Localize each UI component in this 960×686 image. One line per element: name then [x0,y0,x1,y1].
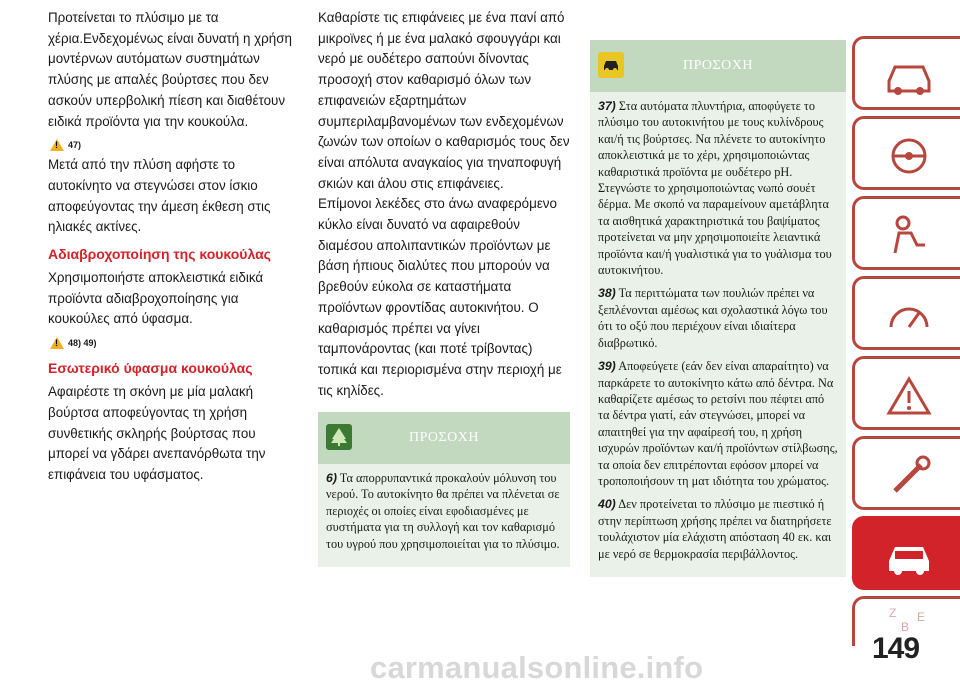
warning-icon [881,373,937,419]
person-icon [881,213,937,259]
paragraph-waterproofing: Χρησιμοποιήστε αποκλειστικά ειδικά προϊόντα αδιαβροχοποίησης για κουκούλες από ύφασμα. [48,270,264,327]
reference-47 [50,136,300,154]
note-number: 6) [326,471,337,485]
svg-text:E: E [917,610,926,624]
chapter-tab-emergency[interactable] [852,356,960,430]
warning-note-39 [598,358,838,489]
paragraph-stubborn-stains: Επίμονοι λεκέδες στο άνω αναφερόμενο κύκλο είναι δυνατό να αφαιρεθούν διαμέσου απολιπαντικών προϊόντων με βάση ήπιους διαλύτες που μπορούν να βρεθούν εύκολα σε καταστήματα προϊόντων φροντίδας αυτοκινήτου. Ο καθαρισμός πρέπει να γίνει ταμπονάροντας (και ποτέ τρίβοντας) τοπικά και περιορισμένα στην περιοχή με τις κηλίδες. [318,196,562,398]
gauge-icon [881,293,937,339]
reference-number: 47) [68,140,82,151]
note-number: 40) [598,497,616,512]
paragraph-inner-fabric: Αφαιρέστε τη σκόνη με μία μαλακή βούρτσα αποφεύγοντας τη χρήση συνθετικής σκληρής βούρτσας που μπορεί να γδάρει ανεπανόρθωτα την επιφάνεια του υφάσματος. [48,384,266,482]
paragraph-surface-cleaning: Καθαρίστε τις επιφάνειες με ένα πανί από μικροϊνες ή με ένα μαλακό σφουγγάρι και νερό με ουδέτερο σαπούνι δίνοντας προσοχή στον καθαρισμό όλων των επιφανειών εξαρτημάτων συμπεριλαμβανομένων των ενδεχομένων ζωνών των οποίων ο καθαρισμός τους δεν είναι απόλυτα αναγκαίος για τηναποφυγή σκιών και άλου στις επιφάνειες. [318,10,570,191]
warning-box-title: ΠΡΟΣΟΧΗ [409,430,479,445]
paragraph-hand-wash: Προτείνεται το πλύσιμο με τα χέρια.Ενδεχομένως είναι δυνατή η χρήση μοντέρνων αυτόματων συστημάτων πλύσης με απαλές βούρτσες που δεν ασκούν υπερβολική πίεση και διαθέτουν ειδικά προϊόντα για την κουκούλα. [48,10,292,129]
chapter-tab-controls[interactable] [852,116,960,190]
svg-text:B: B [901,620,910,634]
heading-inner-fabric: Εσωτερικό ύφασμα κουκούλας [48,360,253,377]
svg-text:Z: Z [889,606,897,620]
paragraph-drying: Μετά από την πλύση αφήστε το αυτοκίνητο να στεγνώσει στον ίσκιο αποφεύγοντας την άμεση έκθεση στις ηλιακές ακτίνες. [48,157,271,235]
note-number: 39) [598,359,616,374]
chapter-tab-car[interactable] [852,36,960,110]
reference-number: 48) 49) [68,338,97,349]
note-number: 37) [598,99,616,113]
warning-box-body [590,92,846,577]
warning-note-40 [598,496,838,562]
column-right [590,40,846,577]
column-left [48,8,300,486]
warning-box-environment [318,412,570,567]
warning-note-37 [598,98,838,278]
warning-box-body [318,464,570,567]
note-text: Τα περιττώματα των πουλιών πρέπει να ξεπλένονται αμέσως και σχολαστικά λόγω του ότι το οξύ που περιέχουν είναι ιδιαίτερα διαβρωτικό. [598,286,828,350]
tree-icon [326,424,352,450]
warning-note-6 [326,470,562,552]
car-icon [881,533,937,579]
car-wash-icon [598,52,624,78]
column-middle [318,8,570,401]
steering-wheel-icon [881,133,937,179]
chapter-tab-care-active[interactable] [852,516,960,590]
warning-box-title: ΠΡΟΣΟΧΗ [683,58,753,73]
note-text: Τα απορρυπαντικά προκαλούν μόλυνση του νερού. Το αυτοκίνητο θα πρέπει να πλένεται σε περιοχές οι οποίες είναι εφοδιασμένες με συστήματα για τη συλλογή και τον καθαρισμό του υγρού που χρησιμοποιείται για το πλύσιμο. [326,471,560,551]
chapter-tab-starting[interactable] [852,276,960,350]
note-number: 38) [598,286,616,301]
car-icon [881,53,937,99]
warning-triangle-icon [50,337,64,349]
watermark: carmanualsonline.info [370,650,704,685]
reference-48-49 [50,334,300,352]
warning-triangle-icon [50,139,64,151]
warning-note-38 [598,285,838,351]
note-text: Στα αυτόματα πλυντήρια, αποφύγετε το πλύσιμο του αυτοκινήτου με τους κυλίνδρους και/ή τις βούρτσες. Να πλένετε το αυτοκίνητο αποκλειστικά με το χέρι, χρησιμοποιώντας καθαριστικά προϊόντα με ουδέτερο pH. Στεγνώστε το χρησιμοποιώντας νωπό σουέτ δέρμα. Με σκοπό να παραμείνουν αμετάβλητα τα αισθητικά χαρακτηριστικά του βαψίματος προτείνεται να μην χρησιμοποιείτε λειαντικά προϊόντα και/ή γυαλιστικά για το γυάλισμα του αυτοκινήτου. [598,99,832,278]
wrench-icon [881,453,937,499]
chapter-tab-maintenance[interactable] [852,436,960,510]
note-text: Αποφεύγετε (εάν δεν είναι απαραίτητο) να παρκάρετε το αυτοκίνητο κάτω από δέντρα. Να καθαρίζετε αμέσως το ρετσίνι που πέφτει από τα δέντρα γιατί, εάν στεγνώσει, μπορεί να απαιτηθεί για την αφαίρεσή του, η χρήση ισχυρών προϊόντων και/ή προϊόντων στίλβωσης, τα οποία δεν επιτρέπονται εφόσον μπορεί να τροποποιήσουν τη ματ ιδιότητα του χρώματος. [598,359,838,488]
warning-box-car-care [590,40,846,577]
page-number: 149 [872,632,920,665]
warning-box-header [590,40,846,92]
heading-waterproofing: Αδιαβροχοποίηση της κουκούλας [48,246,271,263]
warning-box-header [318,412,570,464]
note-text: Δεν προτείνεται το πλύσιμο με πιεστικό ή στην περίπτωση χρήσης πρέπει να διατηρήσετε τουλάχιστον μία ελάχιστη απόσταση 40 εκ. και με νερό σε θερμοκρασία περιβάλλοντος. [598,497,832,561]
chapter-tab-safety[interactable] [852,196,960,270]
